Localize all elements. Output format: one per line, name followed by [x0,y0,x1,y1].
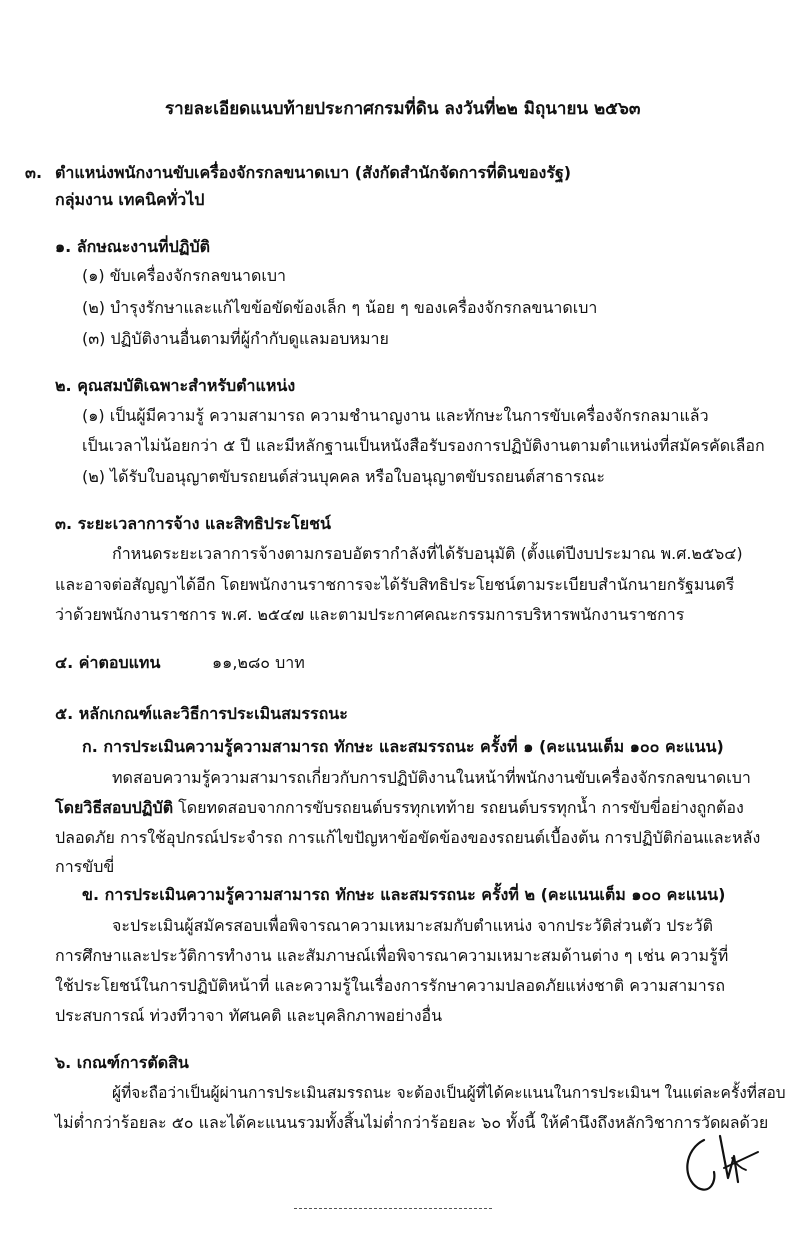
section-5a-line: ปลอดภัย การใช้อุปกรณ์ประจำรถ การแก้ไขปัญหาข้อขัดข้องของรถยนต์เบื้องต้น การปฏิบัติก่อนและหลัง [55,828,761,847]
section-5-heading: ๕. หลักเกณฑ์และวิธีการประเมินสมรรถนะ [55,704,348,723]
position-number: ๓. [25,163,43,182]
section-3-line: และอาจต่อสัญญาได้อีก โดยพนักงานราชการจะได้รับสิทธิประโยชน์ตามระเบียบสำนักนายกรัฐมนตรี [55,575,735,594]
document-title: รายละเอียดแนบท้ายประกาศกรมที่ดิน ลงวันที่๒๒ มิถุนายน ๒๕๖๓ [165,99,641,119]
section-1-item: (๑) ขับเครื่องจักรกลขนาดเบา [82,266,287,285]
section-5b-line: จะประเมินผู้สมัครสอบเพื่อพิจารณาความเหมาะสมกับตำแหน่ง จากประวัติส่วนตัว ประวัติ [112,916,713,935]
section-2-line: (๒) ได้รับใบอนุญาตขับรถยนต์ส่วนบุคคล หรือใบอนุญาตขับรถยนต์สาธารณะ [82,467,605,486]
section-3-line: กำหนดระยะเวลาการจ้างตามกรอบอัตรากำลังที่ได้รับอนุมัติ (ตั้งแต่ปีงบประมาณ พ.ศ.๒๕๖๔) [112,544,743,563]
section-1-heading: ๑. ลักษณะงานที่ปฏิบัติ [55,237,211,256]
position-title: ตำแหน่งพนักงานขับเครื่องจักรกลขนาดเบา (สังกัดสำนักจัดการที่ดินของรัฐ) [55,163,572,182]
position-group: กลุ่มงาน เทคนิคทั่วไป [55,190,205,209]
section-5a-line: การขับขี่ [55,857,115,876]
section-6-line: ผู้ที่จะถือว่าเป็นผู้ผ่านการประเมินสมรรถนะ จะต้องเป็นผู้ที่ได้คะแนนในการประเมินฯ ในแต่ละครั้งที่สอบ [112,1084,786,1102]
salary-value: ๑๑,๒๘๐ บาท [212,653,305,672]
method-text: โดยทดสอบจากการขับรถยนต์บรรทุกเทท้าย รถยนต์บรรทุกน้ำ การขับขี่อย่างถูกต้อง [173,798,744,817]
section-5a-line: ทดสอบความรู้ความสามารถเกี่ยวกับการปฏิบัติงานในหน้าที่พนักงานขับเครื่องจักรกลขนาดเบา [112,768,751,787]
section-5b-line: ประสบการณ์ ท่วงทีวาจา ทัศนคติ และบุคลิกภาพอย่างอื่น [55,1006,443,1025]
section-6-line: ไม่ต่ำกว่าร้อยละ ๕๐ และได้คะแนนรวมทั้งสิ้นไม่ต่ำกว่าร้อยละ ๖๐ ทั้งนี้ ให้คำนึงถึงหลักวิชาการวัดผลด้วย [55,1113,769,1132]
section-2-line: เป็นเวลาไม่น้อยกว่า ๕ ปี และมีหลักฐานเป็นหนังสือรับรองการปฏิบัติงานตามตำแหน่งที่สมัครคัดเลือก [82,436,765,455]
method-label: โดยวิธีสอบปฏิบัติ [55,798,174,817]
section-1-item: (๒) บำรุงรักษาและแก้ไขข้อขัดข้องเล็ก ๆ น้อย ๆ ของเครื่องจักรกลขนาดเบา [82,298,598,317]
section-5a-line [55,797,744,819]
section-5b-line: การศึกษาและประวัติการทำงาน และสัมภาษณ์เพื่อพิจารณาความเหมาะสมด้านต่าง ๆ เช่น ความรู้ที่ [55,946,729,965]
section-3-heading: ๓. ระยะเวลาการจ้าง และสิทธิประโยชน์ [55,514,331,533]
section-5b-line: ใช้ประโยชน์ในการปฏิบัติหน้าที่ และความรู้ในเรื่องการรักษาความปลอดภัยแห่งชาติ ความสามารถ [55,976,726,995]
section-5b-heading: ข. การประเมินความรู้ความสามารถ ทักษะ และสมรรถนะ ครั้งที่ ๒ (คะแนนเต็ม ๑๐๐ คะแนน) [82,885,726,904]
section-1-item: (๓) ปฏิบัติงานอื่นตามที่ผู้กำกับดูแลมอบหมาย [82,329,389,348]
section-2-heading: ๒. คุณสมบัติเฉพาะสำหรับตำแหน่ง [55,376,296,395]
section-5a-heading: ก. การประเมินความรู้ความสามารถ ทักษะ และสมรรถนะ ครั้งที่ ๑ (คะแนนเต็ม ๑๐๐ คะแนน) [82,737,724,756]
section-3-line: ว่าด้วยพนักงานราชการ พ.ศ. ๒๕๔๗ และตามประกาศคณะกรรมการบริหารพนักงานราชการ [55,605,685,624]
signature-mark [676,1128,772,1198]
section-6-heading: ๖. เกณฑ์การตัดสิน [55,1053,189,1072]
bottom-divider [294,1208,492,1209]
section-2-line: (๑) เป็นผู้มีความรู้ ความสามารถ ความชำนาญงาน และทักษะในการขับเครื่องจักรกลมาแล้ว [82,406,709,425]
section-4-heading: ๔. ค่าตอบแทน [55,653,161,672]
